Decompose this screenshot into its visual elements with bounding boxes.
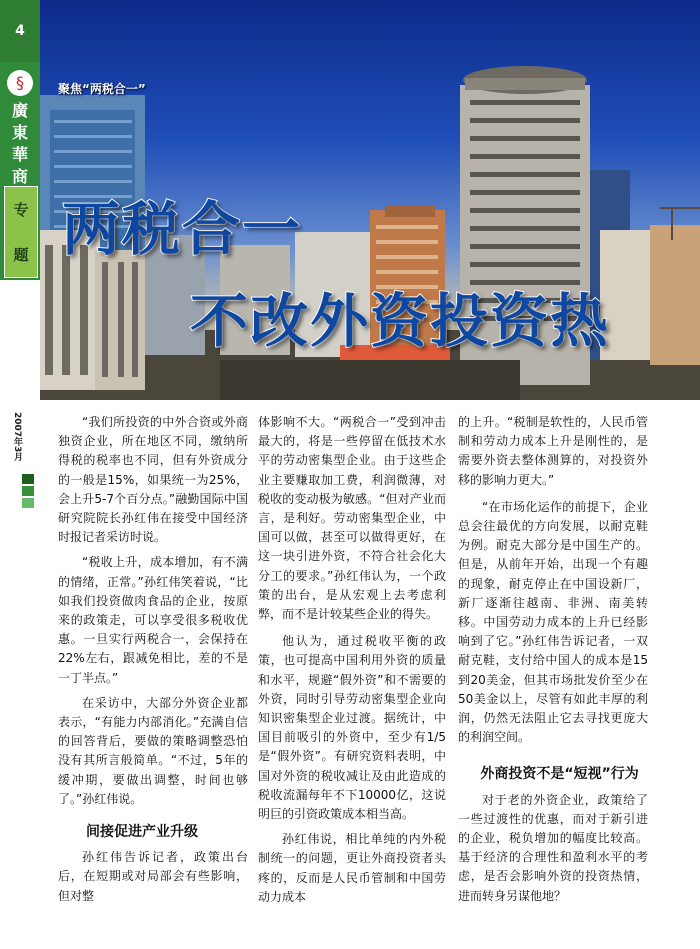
subheading: 间接促进产业升级 — [86, 824, 198, 841]
decorative-color-bars — [22, 474, 34, 510]
article-column-3 — [458, 413, 648, 906]
paragraph: “我们所投资的中外合资或外商独资企业，所在地区不同，缴纳所得税的税率也不同，但有外资成分的一般是15%，如果统一为25%，会上升5-7个百分点。”融勤国际中国研究院院长孙红伟在接受中国经济时报记者采访时说。 — [58, 415, 248, 545]
issue-date: 2007年3月 — [12, 412, 22, 462]
brand-logo-icon: § — [7, 70, 33, 96]
column-label: 专 题 — [4, 186, 38, 278]
paragraph: 孙红伟告诉记者，政策出台后，在短期或对局部会有些影响，但对整 — [58, 850, 248, 903]
paragraph: 对于老的外资企业，政策给了一些过渡性的优惠，而对于新引进的企业，税负增加的幅度比较高。基于经济的合理性和盈利水平的考虑，是否会影响外资的投资热情，进而转身另谋他地？ — [458, 792, 648, 903]
headline-line-2: 不改外资投资热 — [190, 287, 611, 355]
subheading: 外商投资不是“短视”行为 — [480, 766, 639, 783]
page-number: 4 — [0, 0, 40, 62]
article-column-1 — [58, 413, 248, 906]
paragraph: 在采访中，大部分外资企业都表示，“有能力内部消化。”充满自信的回答背后，要做的策略调整恐怕没有其所言般简单。“不过，5年的缓冲期，要做出调整，时间也够了。”孙红伟说。 — [58, 695, 248, 806]
paragraph: “在市场化运作的前提下，企业总会往最优的方向发展，以耐克鞋为例。耐克大部分是中国生产的。但是，从前年开始，出现一个有趣的现象，耐克停止在中国设新厂，新厂逐渐往越南、非洲、南美转移。中国劳动力成本的上升已经影响到了它。”孙红伟告诉记者，一双耐克鞋，支付给中国人的成本是15到20美金，但其市场批发价至少在50美金以上，尽管有如此丰厚的利润，仍然无法阻止它去寻找更庞大的利润空间。 — [458, 499, 648, 745]
paragraph: 他认为，通过税收平衡的政策，也可提高中国利用外资的质量和水平，规避“假外资”和不需要的外资，同时引导劳动密集型企业向知识密集型企业过渡。据统计，中国目前吸引的外资中，至少有1/5是“假外资”。有研究资料表明，中国对外资的税收减让及由此造成的税收流漏每年不下10000亿，这说明巨的引资政策成本相当高。 — [258, 634, 446, 822]
section-kicker: 聚焦“两税合一” — [58, 82, 146, 96]
paragraph: “税收上升，成本增加，有不满的情绪，正常。”孙红伟笑着说，“比如我们投资做肉食品的企业，按原来的政策走，可以享受很多税收优惠。一旦实行两税合一，会保持在22%左右，跟减免相比，差的不是一丁半点。” — [58, 555, 248, 685]
paragraph: 孙红伟说，相比单纯的内外税制统一的问题，更让外商投资者头疼的，反而是人民币管制和中国劳动力成本 — [258, 832, 446, 904]
headline-line-1: 两税合一 — [62, 195, 303, 263]
brand-name: 廣 東 華 商 — [11, 101, 28, 186]
paragraph: 的上升。“税制是软性的，人民币管制和劳动力成本上升是刚性的，是需要外资去整体测算的，对投资外移的影响力更大。” — [458, 415, 648, 487]
article-column-2 — [258, 413, 446, 907]
paragraph: 体影响不大。“两税合一”受到冲击最大的，将是一些停留在低技术水平的劳动密集型企业。由于这些企业主要赚取加工费，利润微薄，对税收的变动极为敏感。“但对产业而言，是利好。劳动密集型企业，中国可以做，甚至可以做得更好，在这一块引进外资，不符合社会化大分工的要求。”孙红伟认为，一个政策的出台，是从宏观上去考虑利弊，而不是计较某些企业的得失。 — [258, 415, 446, 622]
